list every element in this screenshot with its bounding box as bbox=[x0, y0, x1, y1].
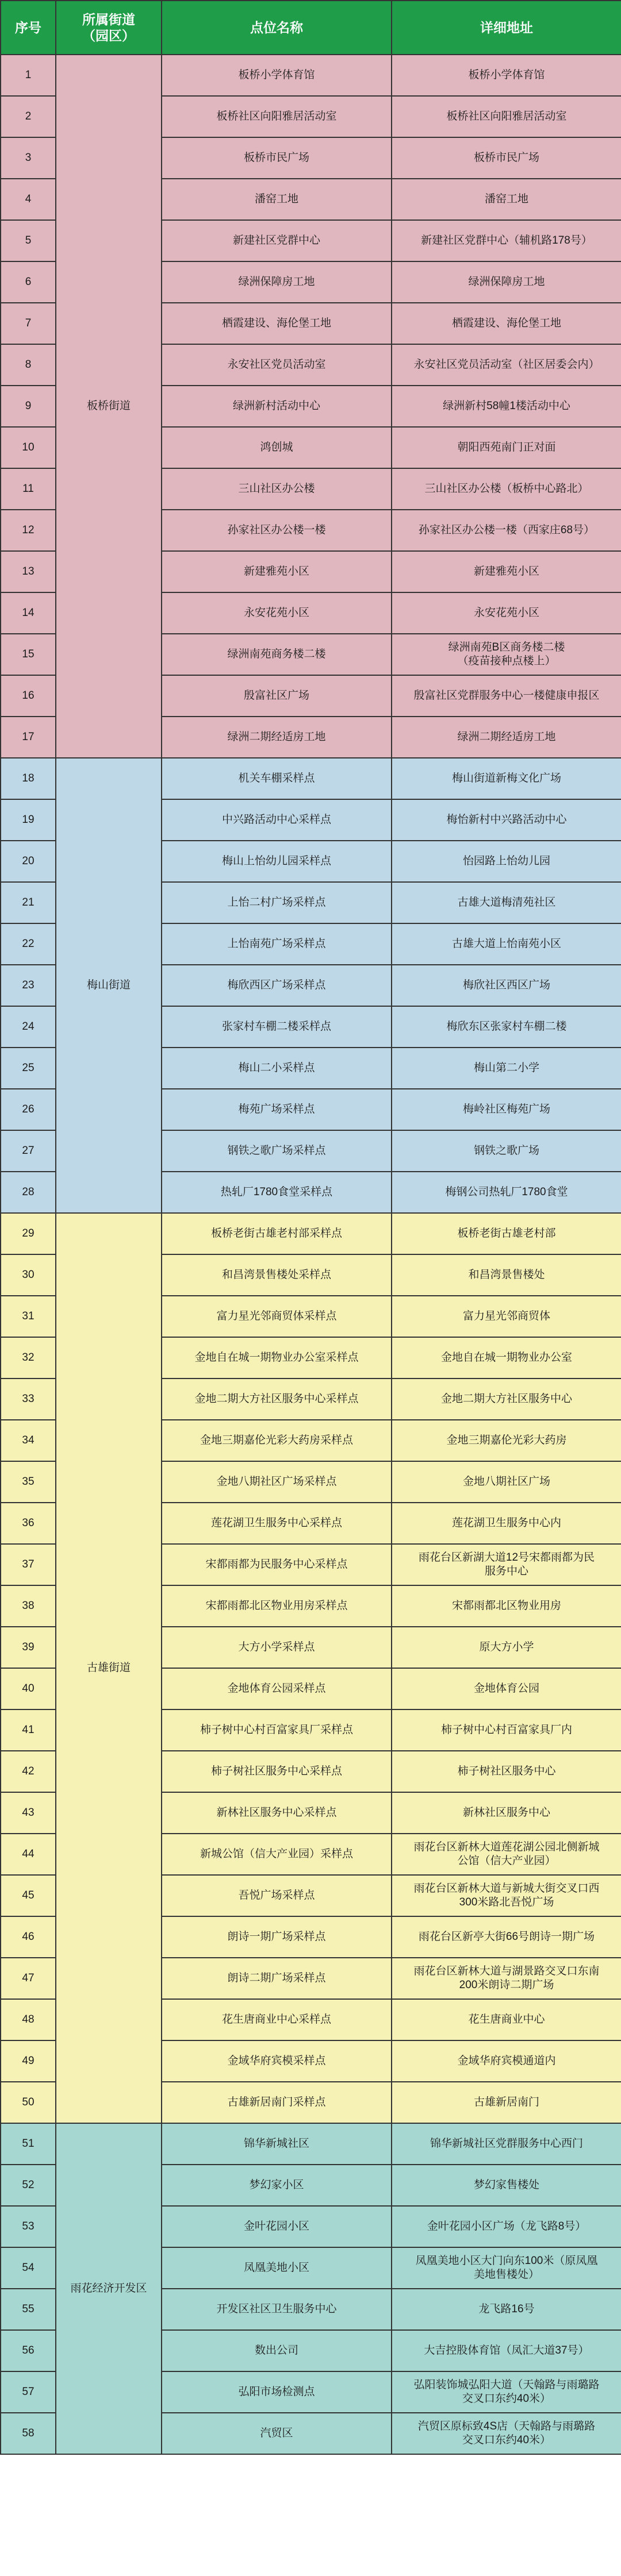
site-name-cell: 新建雅苑小区 bbox=[162, 551, 392, 592]
site-name-cell: 金域华府宾模采样点 bbox=[162, 2040, 392, 2082]
site-name-cell: 朗诗二期广场采样点 bbox=[162, 1958, 392, 1999]
address-cell: 原大方小学 bbox=[392, 1627, 621, 1668]
site-name-cell: 板桥市民广场 bbox=[162, 137, 392, 179]
district-cell: 梅山街道 bbox=[56, 758, 162, 1213]
site-name-cell: 开发区社区卫生服务中心 bbox=[162, 2289, 392, 2330]
row-index: 42 bbox=[1, 1751, 56, 1792]
address-cell: 梅岭社区梅苑广场 bbox=[392, 1089, 621, 1130]
row-index: 55 bbox=[1, 2289, 56, 2330]
site-name-cell: 莲花湖卫生服务中心采样点 bbox=[162, 1503, 392, 1544]
address-cell: 板桥老街古雄老村部 bbox=[392, 1213, 621, 1254]
site-name-cell: 金叶花园小区 bbox=[162, 2206, 392, 2247]
row-index: 3 bbox=[1, 137, 56, 179]
site-name-cell: 凤凰美地小区 bbox=[162, 2247, 392, 2289]
table-row bbox=[1, 758, 621, 799]
row-index: 34 bbox=[1, 1420, 56, 1461]
row-index: 43 bbox=[1, 1792, 56, 1834]
site-name-cell: 钢铁之歌广场采样点 bbox=[162, 1130, 392, 1172]
address-cell: 梦幻家售楼处 bbox=[392, 2165, 621, 2206]
site-name-cell: 金地体育公园采样点 bbox=[162, 1668, 392, 1709]
site-name-cell: 柿子树中心村百富家具厂采样点 bbox=[162, 1709, 392, 1751]
row-index: 16 bbox=[1, 675, 56, 717]
address-cell: 金地自在城一期物业办公室 bbox=[392, 1337, 621, 1379]
site-name-cell: 金地二期大方社区服务中心采样点 bbox=[162, 1379, 392, 1420]
district-cell: 雨花经济开发区 bbox=[56, 2123, 162, 2454]
address-cell: 柿子树中心村百富家具厂内 bbox=[392, 1709, 621, 1751]
site-name-cell: 热轧厂1780食堂采样点 bbox=[162, 1172, 392, 1213]
address-cell: 绿洲保障房工地 bbox=[392, 261, 621, 303]
site-name-cell: 梅欣西区广场采样点 bbox=[162, 965, 392, 1006]
address-cell: 新林社区服务中心 bbox=[392, 1792, 621, 1834]
row-index: 10 bbox=[1, 427, 56, 468]
site-name-cell: 朗诗一期广场采样点 bbox=[162, 1916, 392, 1958]
row-index: 18 bbox=[1, 758, 56, 799]
site-name-cell: 梅山上怡幼儿园采样点 bbox=[162, 841, 392, 882]
row-index: 17 bbox=[1, 717, 56, 758]
address-cell: 大吉控股体育馆（凤汇大道37号） bbox=[392, 2330, 621, 2371]
district-cell: 古雄街道 bbox=[56, 1213, 162, 2123]
site-name-cell: 绿洲南苑商务楼二楼 bbox=[162, 634, 392, 675]
address-cell: 永安花苑小区 bbox=[392, 592, 621, 634]
row-index: 31 bbox=[1, 1296, 56, 1337]
row-index: 45 bbox=[1, 1875, 56, 1916]
row-index: 1 bbox=[1, 55, 56, 96]
address-cell: 板桥社区向阳雅居活动室 bbox=[392, 96, 621, 137]
row-index: 7 bbox=[1, 303, 56, 344]
address-cell: 雨花台区新林大道莲花湖公园北侧新城 公馆（信大产业园） bbox=[392, 1834, 621, 1875]
address-cell: 雨花台区新湖大道12号宋都雨都为民 服务中心 bbox=[392, 1544, 621, 1585]
site-name-cell: 新建社区党群中心 bbox=[162, 220, 392, 261]
row-index: 22 bbox=[1, 923, 56, 965]
address-cell: 新建雅苑小区 bbox=[392, 551, 621, 592]
site-name-cell: 锦华新城社区 bbox=[162, 2123, 392, 2165]
row-index: 27 bbox=[1, 1130, 56, 1172]
row-index: 9 bbox=[1, 386, 56, 427]
address-cell: 古雄新居南门 bbox=[392, 2082, 621, 2123]
row-index: 33 bbox=[1, 1379, 56, 1420]
address-cell: 殷富社区党群服务中心一楼健康申报区 bbox=[392, 675, 621, 717]
address-cell: 新建社区党群中心（辅机路178号） bbox=[392, 220, 621, 261]
address-cell: 孙家社区办公楼一楼（西家庄68号） bbox=[392, 510, 621, 551]
site-name-cell: 机关车棚采样点 bbox=[162, 758, 392, 799]
address-cell: 栖霞建设、海伦堡工地 bbox=[392, 303, 621, 344]
site-name-cell: 绿洲新村活动中心 bbox=[162, 386, 392, 427]
row-index: 24 bbox=[1, 1006, 56, 1048]
site-name-cell: 绿洲二期经适房工地 bbox=[162, 717, 392, 758]
row-index: 8 bbox=[1, 344, 56, 386]
row-index: 35 bbox=[1, 1461, 56, 1503]
address-cell: 朝阳西苑南门正对面 bbox=[392, 427, 621, 468]
address-cell: 花生唐商业中心 bbox=[392, 1999, 621, 2040]
row-index: 2 bbox=[1, 96, 56, 137]
site-name-cell: 永安花苑小区 bbox=[162, 592, 392, 634]
table-row bbox=[1, 55, 621, 96]
address-cell: 梅山第二小学 bbox=[392, 1048, 621, 1089]
row-index: 4 bbox=[1, 179, 56, 220]
row-index: 39 bbox=[1, 1627, 56, 1668]
address-cell: 富力星光邻商贸体 bbox=[392, 1296, 621, 1337]
district-cell: 板桥街道 bbox=[56, 55, 162, 758]
site-name-cell: 宋都雨都北区物业用房采样点 bbox=[162, 1585, 392, 1627]
site-name-cell: 弘阳市场检测点 bbox=[162, 2371, 392, 2413]
address-cell: 潘窑工地 bbox=[392, 179, 621, 220]
site-name-cell: 和昌湾景售楼处采样点 bbox=[162, 1254, 392, 1296]
site-name-cell: 大方小学采样点 bbox=[162, 1627, 392, 1668]
row-index: 21 bbox=[1, 882, 56, 923]
site-name-cell: 中兴路活动中心采样点 bbox=[162, 799, 392, 841]
site-name-cell: 板桥老街古雄老村部采样点 bbox=[162, 1213, 392, 1254]
site-name-cell: 梅苑广场采样点 bbox=[162, 1089, 392, 1130]
address-cell: 凤凰美地小区大门向东100米（原凤凰 美地售楼处） bbox=[392, 2247, 621, 2289]
site-name-cell: 板桥社区向阳雅居活动室 bbox=[162, 96, 392, 137]
row-index: 54 bbox=[1, 2247, 56, 2289]
row-index: 49 bbox=[1, 2040, 56, 2082]
row-index: 52 bbox=[1, 2165, 56, 2206]
address-cell: 宋都雨都北区物业用房 bbox=[392, 1585, 621, 1627]
header-index: 序号 bbox=[1, 1, 56, 55]
address-cell: 和昌湾景售楼处 bbox=[392, 1254, 621, 1296]
row-index: 44 bbox=[1, 1834, 56, 1875]
site-name-cell: 上怡南苑广场采样点 bbox=[162, 923, 392, 965]
site-name-cell: 孙家社区办公楼一楼 bbox=[162, 510, 392, 551]
site-name-cell: 汽贸区 bbox=[162, 2413, 392, 2454]
site-name-cell: 新城公馆（信大产业园）采样点 bbox=[162, 1834, 392, 1875]
site-name-cell: 张家村车棚二楼采样点 bbox=[162, 1006, 392, 1048]
site-name-cell: 梦幻家小区 bbox=[162, 2165, 392, 2206]
address-cell: 雨花台区新林大道与湖景路交叉口东南 200米朗诗二期广场 bbox=[392, 1958, 621, 1999]
site-name-cell: 三山社区办公楼 bbox=[162, 468, 392, 510]
site-name-cell: 金地自在城一期物业办公室采样点 bbox=[162, 1337, 392, 1379]
site-name-cell: 潘窑工地 bbox=[162, 179, 392, 220]
row-index: 41 bbox=[1, 1709, 56, 1751]
table-row bbox=[1, 1213, 621, 1254]
address-cell: 弘阳装饰城弘阳大道（天翰路与雨璐路 交叉口东约40米） bbox=[392, 2371, 621, 2413]
table-row bbox=[1, 2123, 621, 2165]
row-index: 5 bbox=[1, 220, 56, 261]
site-name-cell: 吾悦广场采样点 bbox=[162, 1875, 392, 1916]
site-name-cell: 宋都雨都为民服务中心采样点 bbox=[162, 1544, 392, 1585]
address-cell: 绿洲新村58幢1楼活动中心 bbox=[392, 386, 621, 427]
site-name-cell: 鸿创城 bbox=[162, 427, 392, 468]
row-index: 36 bbox=[1, 1503, 56, 1544]
address-cell: 金地八期社区广场 bbox=[392, 1461, 621, 1503]
address-cell: 三山社区办公楼（板桥中心路北） bbox=[392, 468, 621, 510]
row-index: 6 bbox=[1, 261, 56, 303]
address-cell: 柿子树社区服务中心 bbox=[392, 1751, 621, 1792]
address-cell: 板桥小学体育馆 bbox=[392, 55, 621, 96]
site-name-cell: 新林社区服务中心采样点 bbox=[162, 1792, 392, 1834]
header-address: 详细地址 bbox=[392, 1, 621, 55]
row-index: 46 bbox=[1, 1916, 56, 1958]
row-index: 50 bbox=[1, 2082, 56, 2123]
row-index: 37 bbox=[1, 1544, 56, 1585]
row-index: 32 bbox=[1, 1337, 56, 1379]
row-index: 56 bbox=[1, 2330, 56, 2371]
site-name-cell: 金地八期社区广场采样点 bbox=[162, 1461, 392, 1503]
row-index: 14 bbox=[1, 592, 56, 634]
site-name-cell: 柿子树社区服务中心采样点 bbox=[162, 1751, 392, 1792]
row-index: 29 bbox=[1, 1213, 56, 1254]
address-cell: 莲花湖卫生服务中心内 bbox=[392, 1503, 621, 1544]
row-index: 23 bbox=[1, 965, 56, 1006]
address-cell: 金地三期嘉伦光彩大药房 bbox=[392, 1420, 621, 1461]
address-cell: 永安社区党员活动室（社区居委会内） bbox=[392, 344, 621, 386]
row-index: 26 bbox=[1, 1089, 56, 1130]
address-cell: 板桥市民广场 bbox=[392, 137, 621, 179]
table-header-row bbox=[1, 1, 621, 55]
address-cell: 梅怡新村中兴路活动中心 bbox=[392, 799, 621, 841]
address-cell: 金叶花园小区广场（龙飞路8号） bbox=[392, 2206, 621, 2247]
address-cell: 锦华新城社区党群服务中心西门 bbox=[392, 2123, 621, 2165]
site-name-cell: 绿洲保障房工地 bbox=[162, 261, 392, 303]
row-index: 57 bbox=[1, 2371, 56, 2413]
site-name-cell: 古雄新居南门采样点 bbox=[162, 2082, 392, 2123]
address-cell: 梅欣东区张家村车棚二楼 bbox=[392, 1006, 621, 1048]
row-index: 30 bbox=[1, 1254, 56, 1296]
row-index: 20 bbox=[1, 841, 56, 882]
site-name-cell: 梅山二小采样点 bbox=[162, 1048, 392, 1089]
header-district: 所属街道 （园区） bbox=[56, 1, 162, 55]
address-cell: 金地二期大方社区服务中心 bbox=[392, 1379, 621, 1420]
site-name-cell: 金地三期嘉伦光彩大药房采样点 bbox=[162, 1420, 392, 1461]
address-cell: 汽贸区原标致4S店（天翰路与雨璐路 交叉口东约40米） bbox=[392, 2413, 621, 2454]
header-site-name: 点位名称 bbox=[162, 1, 392, 55]
address-cell: 绿洲南苑B区商务楼二楼 （疫苗接种点楼上） bbox=[392, 634, 621, 675]
row-index: 25 bbox=[1, 1048, 56, 1089]
address-cell: 雨花台区新亭大街66号朗诗一期广场 bbox=[392, 1916, 621, 1958]
address-cell: 古雄大道梅清苑社区 bbox=[392, 882, 621, 923]
row-index: 28 bbox=[1, 1172, 56, 1213]
address-cell: 金域华府宾模通道内 bbox=[392, 2040, 621, 2082]
site-name-cell: 栖霞建设、海伦堡工地 bbox=[162, 303, 392, 344]
site-name-cell: 殷富社区广场 bbox=[162, 675, 392, 717]
address-cell: 雨花台区新林大道与新城大街交叉口西 300米路北吾悦广场 bbox=[392, 1875, 621, 1916]
site-name-cell: 板桥小学体育馆 bbox=[162, 55, 392, 96]
row-index: 15 bbox=[1, 634, 56, 675]
address-cell: 古雄大道上怡南苑小区 bbox=[392, 923, 621, 965]
row-index: 40 bbox=[1, 1668, 56, 1709]
address-cell: 龙飞路16号 bbox=[392, 2289, 621, 2330]
row-index: 47 bbox=[1, 1958, 56, 1999]
address-cell: 梅山街道新梅文化广场 bbox=[392, 758, 621, 799]
row-index: 53 bbox=[1, 2206, 56, 2247]
row-index: 58 bbox=[1, 2413, 56, 2454]
site-name-cell: 数出公司 bbox=[162, 2330, 392, 2371]
address-cell: 钢铁之歌广场 bbox=[392, 1130, 621, 1172]
row-index: 19 bbox=[1, 799, 56, 841]
site-name-cell: 永安社区党员活动室 bbox=[162, 344, 392, 386]
address-cell: 怡园路上怡幼儿园 bbox=[392, 841, 621, 882]
address-cell: 绿洲二期经适房工地 bbox=[392, 717, 621, 758]
row-index: 11 bbox=[1, 468, 56, 510]
row-index: 51 bbox=[1, 2123, 56, 2165]
address-cell: 梅钢公司热轧厂1780食堂 bbox=[392, 1172, 621, 1213]
site-name-cell: 上怡二村广场采样点 bbox=[162, 882, 392, 923]
row-index: 48 bbox=[1, 1999, 56, 2040]
row-index: 13 bbox=[1, 551, 56, 592]
address-cell: 金地体育公园 bbox=[392, 1668, 621, 1709]
row-index: 38 bbox=[1, 1585, 56, 1627]
site-name-cell: 富力星光邻商贸体采样点 bbox=[162, 1296, 392, 1337]
address-cell: 梅欣社区西区广场 bbox=[392, 965, 621, 1006]
row-index: 12 bbox=[1, 510, 56, 551]
site-name-cell: 花生唐商业中心采样点 bbox=[162, 1999, 392, 2040]
